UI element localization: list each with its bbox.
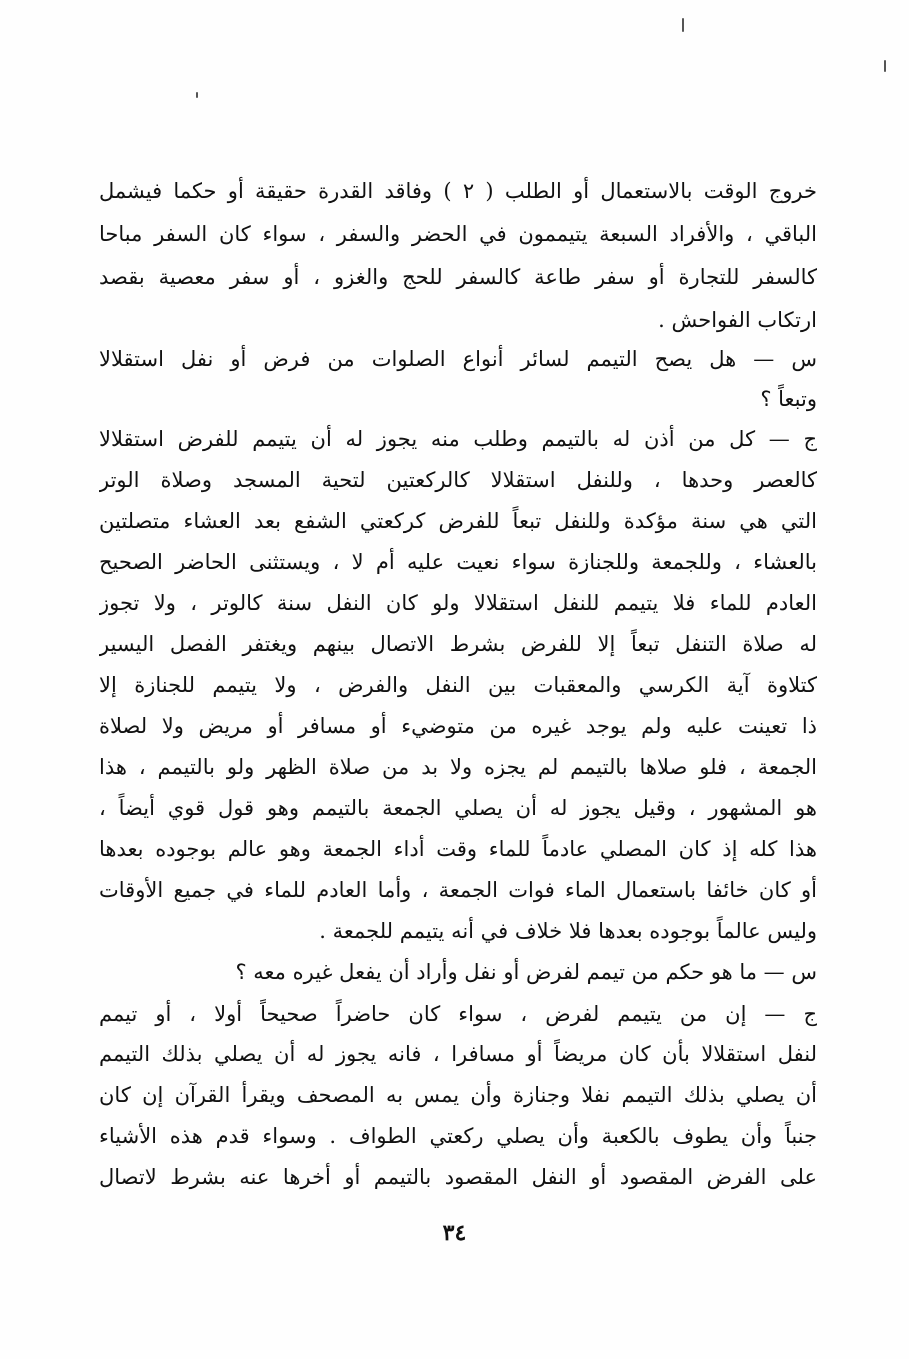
answer-line: العادم للماء فلا يتيمم للنفل استقلالا ولو كان النفل سنة كالوتر ، ولا تجوز	[99, 591, 817, 615]
text-line: كالسفر للتجارة أو سفر طاعة كالسفر للحج والغزو ، أو سفر معصية بقصد	[99, 265, 817, 289]
answer-line: أن يصلي بذلك التيمم نفلا وجنازة وأن يمس به المصحف ويقرأ القرآن إن كان	[99, 1083, 817, 1107]
question-line: س — ما هو حكم من تيمم لفرض أو نفل وأراد أن يفعل غيره معه ؟	[235, 960, 817, 984]
answer-line: الجمعة ، فلو صلاها بالتيمم لم يجزه ولا بد من صلاة الظهر ولو بالتيمم ، هذا	[99, 755, 817, 779]
answer-line: جنباً وأن يطوف بالكعبة وأن يصلي ركعتي الطواف . وسواء قدم هذه الأشياء	[99, 1124, 817, 1148]
text-line: ارتكاب الفواحش .	[658, 308, 817, 332]
scan-speck	[884, 60, 886, 72]
answer-line: كتلاوة آية الكرسي والمعقبات بين النفل والفرض ، ولا يتيمم للجنازة إلا	[99, 673, 817, 697]
question-line: وتبعاً ؟	[760, 387, 817, 411]
scan-speck	[196, 92, 198, 98]
answer-line: كالعصر وحدها ، وللنفل استقلالا كالركعتين لتحية المسجد وصلاة الوتر	[99, 468, 817, 492]
text-line: الباقي ، والأفراد السبعة يتيممون في الحضر والسفر ، سواء كان السفر مباحا	[99, 222, 817, 246]
answer-line: هذا كله إذ كان المصلي عادماً للماء وقت أداء الجمعة وهو عالم بوجوده بعدها	[99, 837, 817, 861]
answer-line: لنفل استقلالا بأن كان مريضاً أو مسافرا ، فانه يجوز له أن يصلي بذلك التيمم	[99, 1042, 817, 1066]
answer-line: أو كان خائفا باستعمال الماء فوات الجمعة ، وأما العادم للماء في جميع الأوقات	[99, 878, 817, 902]
answer-line: وليس عالماً بوجوده بعدها فلا خلاف في أنه يتيمم للجمعة .	[319, 919, 817, 943]
answer-line: على الفرض المقصود أو النفل المقصود بالتيمم أو أخرها عنه بشرط لاتصال	[99, 1165, 817, 1189]
page-number: ٣٤	[442, 1220, 467, 1246]
question-line: س — هل يصح التيمم لسائر أنواع الصلوات من فرض أو نفل استقلالا	[99, 347, 817, 371]
text-line: خروج الوقت بالاستعمال أو الطلب ( ٢ ) وفاقد القدرة حقيقة أو حكما فيشمل	[99, 179, 817, 203]
answer-line: التي هي سنة مؤكدة وللنفل تبعاً للفرض كركعتي الشفع بعد العشاء متصلتين	[99, 509, 817, 533]
answer-line: ذا تعينت عليه ولم يوجد غيره من متوضيء أو مسافر أو مريض ولا لصلاة	[99, 714, 817, 738]
answer-line: ج — إن من يتيمم لفرض ، سواء كان حاضراً صحيحاً أولا ، أو تيمم	[99, 1002, 817, 1026]
answer-line: ج — كل من أذن له بالتيمم وطلب منه يجوز له أن يتيمم للفرض استقلالا	[99, 427, 817, 451]
answer-line: هو المشهور ، وقيل يجوز له أن يصلي الجمعة بالتيمم وهو قول قوي أيضاً ،	[99, 796, 817, 820]
answer-line: بالعشاء ، وللجمعة وللجنازة سواء نعيت عليه أم لا ، ويستثنى الحاضر الصحيح	[99, 550, 817, 574]
scan-speck	[682, 18, 684, 32]
answer-line: له صلاة التنفل تبعاً إلا للفرض بشرط الاتصال بينهم ويغتفر الفصل اليسير	[99, 632, 817, 656]
